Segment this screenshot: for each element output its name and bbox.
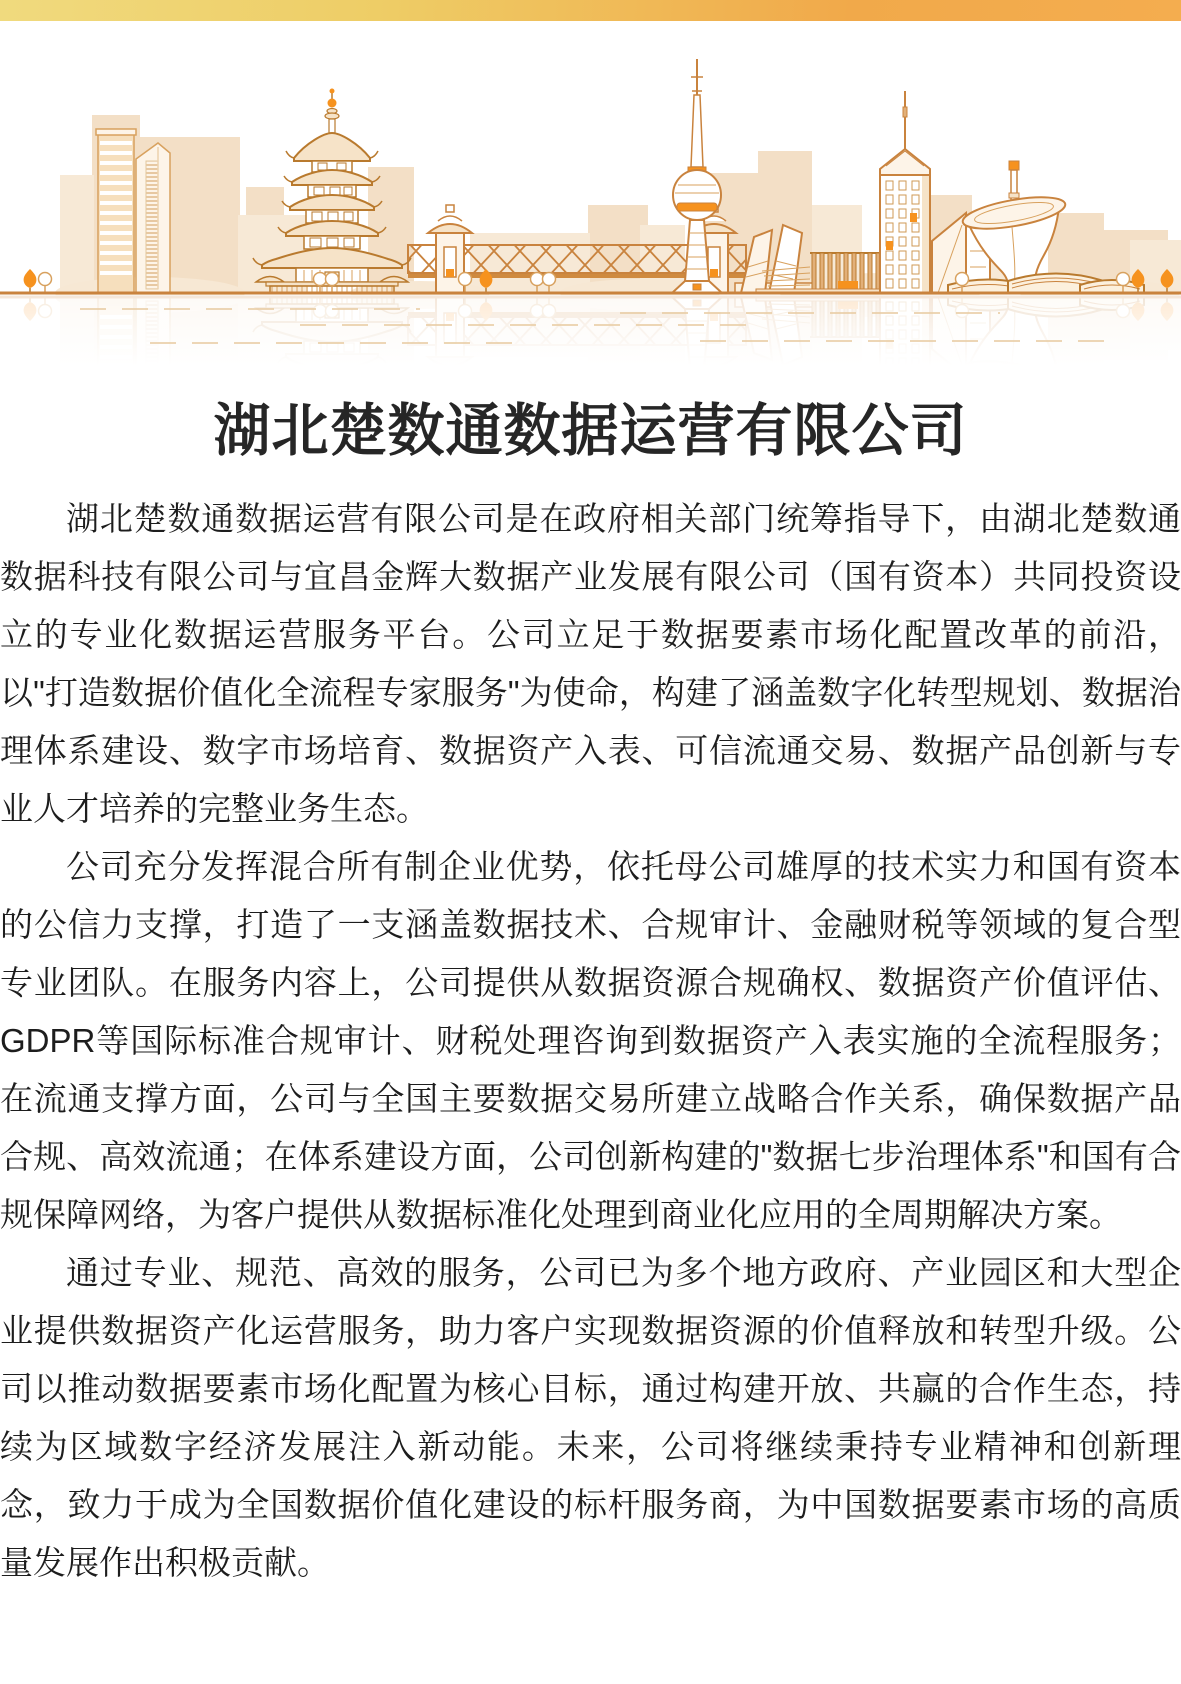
page-title: 湖北楚数通数据运营有限公司: [213, 399, 968, 463]
intro-paragraph-2: 公司充分发挥混合所有制企业优势，依托母公司雄厚的技术实力和国有资本的公信力支撑，打造了一支涵盖数据技术、合规审计、金融财税等领域的复合型专业团队。在服务内容上，公司提供从数据资源合规确权、数据资产价值评估、GDPR等国际标准合规审计、财税处理咨询到数据资产入表实施的全流程服务；在流通支撑方面，公司与全国主要数据交易所建立战略合作关系，确保数据产品合规、高效流通；在体系建设方面，公司创新构建的"数据七步治理体系"和国有合规保障网络，为客户提供从数据标准化处理到商业化应用的全周期解决方案。: [0, 848, 1181, 1233]
intro-paragraph-1: 湖北楚数通数据运营有限公司是在政府相关部门统筹指导下，由湖北楚数通数据科技有限公司与宜昌金辉大数据产业发展有限公司（国有资本）共同投资设立的专业化数据运营服务平台。公司立足于数据要素市场化配置改革的前沿，以"打造数据价值化全流程专家服务"为使命，构建了涵盖数字化转型规划、数据治理体系建设、数字市场培育、数据资产入表、可信流通交易、数据产品创新与专业人才培养的完整业务生态。: [0, 500, 1181, 827]
company-introduction: [0, 490, 1181, 1592]
water-ripples-icon: [0, 295, 1181, 370]
wuhan-skyline-icon: [0, 55, 1181, 295]
hero-illustration: [0, 21, 1181, 370]
top-banner: [0, 0, 1181, 21]
skyline-water-reflection: [0, 295, 1181, 370]
intro-paragraph-3: 通过专业、规范、高效的服务，公司已为多个地方政府、产业园区和大型企业提供数据资产化运营服务，助力客户实现数据资源的价值释放和转型升级。公司以推动数据要素市场化配置为核心目标，通过构建开放、共赢的合作生态，持续为区域数字经济发展注入新动能。未来，公司将继续秉持专业精神和创新理念，致力于成为全国数据价值化建设的标杆服务商，为中国数据要素市场的高质量发展作出积极贡献。: [0, 1254, 1181, 1581]
